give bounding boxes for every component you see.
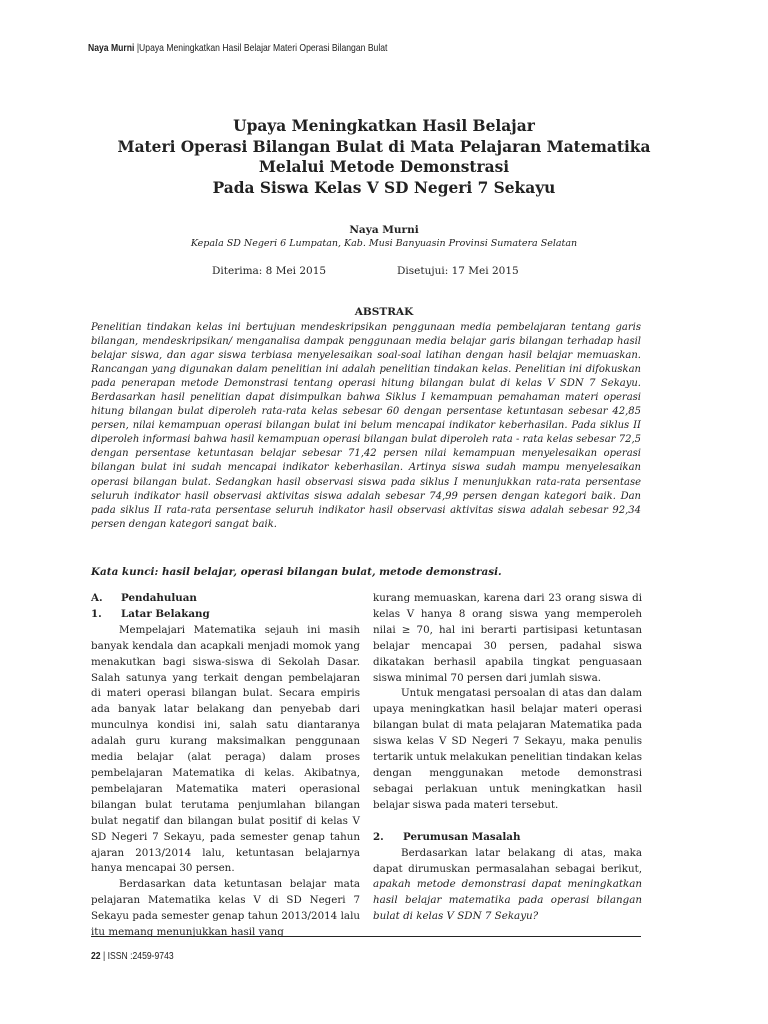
author-name: Naya Murni <box>349 224 419 236</box>
page-footer <box>91 950 174 962</box>
subsection-heading-1 <box>91 607 360 623</box>
paragraph: Untuk mengatasi persoalan di atas dan dalam upaya meningkatkan hasil belajar materi operasi bilangan bulat di mata pelajaran Matematika pada siswa kelas V SD Negeri 7 Sekayu, maka penulis tertarik untuk melakukan penelitian tindakan kelas dengan menggunakan metode demonstrasi sebagai perlakuan untuk meningkatkan hasil belajar siswa pada materi tersebut. <box>373 687 642 811</box>
section-title: Pendahuluan <box>121 592 197 604</box>
subsection-title: Perumusan Masalah <box>403 830 521 843</box>
title-line: Materi Operasi Bilangan Bulat di Mata Pelajaran Matematika <box>117 137 651 156</box>
section-heading-a <box>91 591 360 607</box>
issn: ISSN :2459-9743 <box>107 950 174 962</box>
paragraph: Mempelajari Matematika sejauh ini masih banyak kendala dan acapkali menjadi momok yang menakutkan bagi siswa-siswa di Sekolah Dasar. Salah satunya yang terkait dengan pembelajaran di materi operasi bilangan bulat. Secara empiris ada banyak latar belakang dan penyebab dari munculnya kondisi ini, salah satu diantaranya adalah guru kurang maksimalkan penggunaan media belajar (alat peraga) dalam proses pembelajaran Matematika di kelas. Akibatnya, pembelajaran Matematika materi operasional bilangan bulat terutama penjumlahan bilangan bulat negatif dan bilangan bulat positif di kelas V SD Negeri 7 Sekayu, pada semester genap tahun ajaran 2013/2014 lalu, ketuntasan belajarnya hanya mencapai 30 persen. <box>91 623 360 875</box>
paragraph-text: Berdasarkan latar belakang di atas, maka dapat dirumuskan permasalahan sebagai berikut, <box>373 846 642 875</box>
left-column <box>91 591 360 941</box>
header-title: Upaya Meningkatkan Hasil Belajar Materi Operasi Bilangan Bulat <box>139 42 388 54</box>
paragraph: Berdasarkan data ketuntasan belajar mata pelajaran Matematika kelas V di SD Negeri 7 Sekayu pada semester genap tahun 2013/2014 lalu itu memang menunjukkan hasil yang <box>91 878 360 939</box>
research-question: apakah metode demonstrasi dapat meningkatkan hasil belajar matematika pada operasi bilangan bulat di kelas V SDN 7 Sekayu? <box>373 878 642 923</box>
author-affiliation: Kepala SD Negeri 6 Lumpatan, Kab. Musi Banyuasin Provinsi Sumatera Selatan <box>190 238 578 249</box>
running-header <box>88 42 387 54</box>
title-line: Pada Siswa Kelas V SD Negeri 7 Sekayu <box>212 178 556 197</box>
received-date: Diterima: 8 Mei 2015 <box>212 265 327 277</box>
right-column <box>373 591 642 925</box>
accepted-date: Disetujui: 17 Mei 2015 <box>397 265 519 277</box>
keywords: Kata kunci: hasil belajar, operasi bilangan bulat, metode demonstrasi. <box>91 566 502 578</box>
abstract-heading: ABSTRAK <box>354 306 414 318</box>
footer-separator: | <box>102 950 106 962</box>
abstract-text: Penelitian tindakan kelas ini bertujuan mendeskripsikan penggunaan media pembelajaran tentang garis bilangan, mendeskripsikan/ menganalisa dampak penggunaan media belajar garis bilangan terhadap hasil belajar siswa, dan agar siswa terbiasa menyelesaikan soal-soal latihan dengan hasil belajar memuaskan. Rancangan yang digunakan dalam penelitian ini adalah penelitian tindakan kelas. Penelitian ini difokuskan pada penerapan metode Demonstrasi tentang operasi hitung bilangan bulat di kelas V SDN 7 Sekayu. Berdasarkan hasil penelitian dapat disimpulkan bahwa Siklus I kemampuan pemahaman materi operasi hitung bilangan bulat diperoleh rata-rata kelas sebesar 60 dengan persentase ketuntasan sebesar 42,85 persen, nilai kemampuan operasi bilangan bulat ini belum mencapai indikator keberhasilan. Pada siklus II diperoleh informasi bahwa hasil kemampuan operasi bilangan bulat diperoleh rata - rata kelas sebesar 72,5 dengan persentase ketuntasan belajar sebesar 71,42 persen nilai kemampuan menyelesaikan operasi bilangan bulat ini sudah mencapai indikator keberhasilan. Artinya siswa sudah mampu menyelesaikan operasi bilangan bulat. Sedangkan hasil observasi siswa pada siklus I menunjukkan rata-rata persentase seluruh indikator hasil observasi aktivitas siswa adalah sebesar 74,99 persen dengan kategori baik. Dan pada siklus II rata-rata persentase seluruh indikator hasil observasi aktivitas siswa adalah sebesar 92,34 persen dengan kategori sangat baik. <box>91 322 641 530</box>
title-line: Upaya Meningkatkan Hasil Belajar <box>233 117 535 135</box>
paragraph <box>373 846 642 926</box>
header-separator: | <box>136 42 140 54</box>
subsection-number: 2. <box>373 830 384 843</box>
subsection-number: 1. <box>91 607 102 620</box>
subsection-title: Latar Belakang <box>121 607 210 620</box>
section-number: A. <box>91 592 103 604</box>
title-line: Melalui Metode Demonstrasi <box>258 158 510 176</box>
article-title <box>60 116 708 198</box>
header-author: Naya Murni <box>88 42 135 54</box>
paragraph: kurang memuaskan, karena dari 23 orang siswa di kelas V hanya 8 orang siswa yang memperoleh nilai ≥ 70, hal ini berarti partisipasi ketuntasan belajar mencapai 30 persen, padahal siswa dikatakan berhasil apabila tingkat penguasaan siswa minimal 70 persen dari jumlah siswa. <box>373 592 642 684</box>
subsection-heading-2 <box>373 830 642 846</box>
page-number: 22 <box>91 950 101 962</box>
footer-rule <box>91 936 641 937</box>
